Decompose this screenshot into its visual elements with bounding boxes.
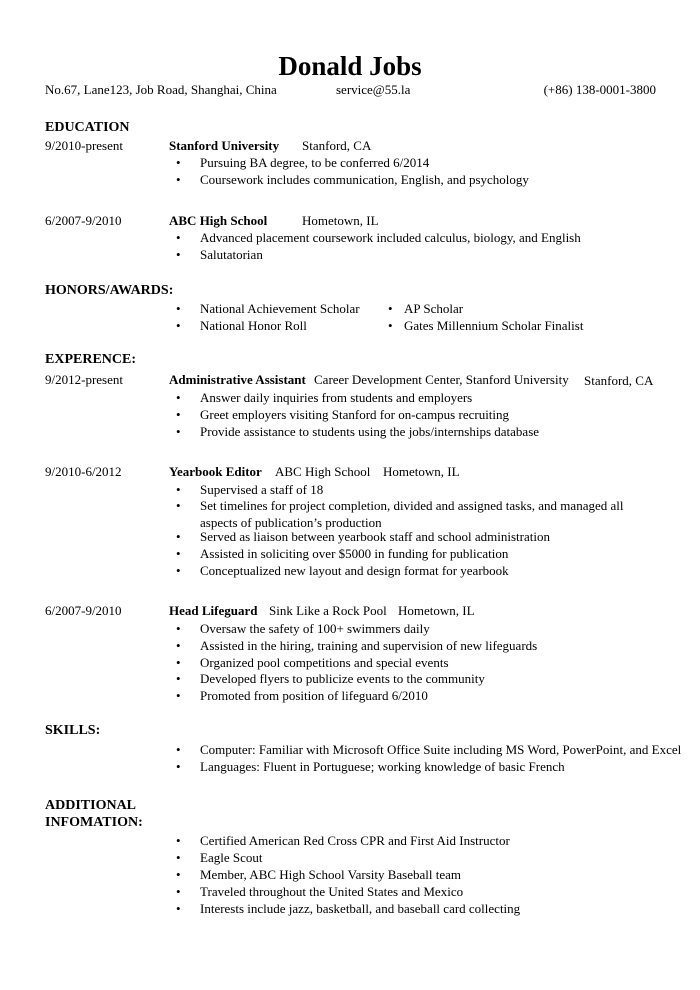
education-location: Stanford, CA — [302, 138, 372, 153]
bullet-icon: • — [176, 850, 181, 865]
bullet-icon: • — [176, 742, 181, 757]
education-date: 9/2010-present — [45, 138, 123, 153]
bullet-icon: • — [176, 884, 181, 899]
contact-address: No.67, Lane123, Job Road, Shanghai, China — [45, 82, 277, 97]
bullet-icon: • — [176, 301, 181, 316]
bullet-icon: • — [176, 529, 181, 544]
experience-title: Administrative Assistant — [169, 372, 306, 387]
contact-phone: (+86) 138-0001-3800 — [543, 82, 656, 97]
education-school: Stanford University — [169, 138, 280, 153]
experience-date: 9/2012-present — [45, 372, 123, 387]
education-date: 6/2007-9/2010 — [45, 213, 122, 228]
experience-org: Career Development Center, Stanford University — [314, 372, 569, 387]
additional-heading-line1: ADDITIONAL — [45, 798, 137, 813]
bullet-icon: • — [176, 759, 181, 774]
additional-heading-line2: INFOMATION: — [45, 815, 143, 830]
bullet-icon: • — [176, 638, 181, 653]
resume-name: Donald Jobs — [278, 51, 422, 81]
experience-date: 6/2007-9/2010 — [45, 603, 122, 618]
bullet-icon: • — [388, 318, 393, 333]
bullet-icon: • — [176, 563, 181, 578]
bullet-icon: • — [176, 318, 181, 333]
bullet-icon: • — [176, 833, 181, 848]
contact-email: service@55.la — [336, 82, 411, 97]
bullet-icon: • — [176, 230, 181, 245]
experience-org: Sink Like a Rock Pool — [269, 603, 387, 618]
education-school: ABC High School — [169, 213, 268, 228]
bullet-icon: • — [176, 482, 181, 497]
experience-title: Head Lifeguard — [169, 603, 258, 618]
honors-heading: HONORS/AWARDS: — [45, 283, 174, 298]
experience-title: Yearbook Editor — [169, 464, 262, 479]
education-location: Hometown, IL — [302, 213, 379, 228]
bullet-icon: • — [176, 498, 181, 513]
bullet-icon: • — [176, 655, 181, 670]
bullet-icon: • — [176, 390, 181, 405]
bullet-icon: • — [176, 247, 181, 262]
education-heading: EDUCATION — [45, 120, 130, 135]
skills-heading: SKILLS: — [45, 723, 101, 738]
experience-location: Hometown, IL — [398, 603, 475, 618]
bullet-icon: • — [176, 901, 181, 916]
experience-location: Hometown, IL — [383, 464, 460, 479]
experience-date: 9/2010-6/2012 — [45, 464, 122, 479]
bullet-icon: • — [176, 407, 181, 422]
experience-org: ABC High School — [275, 464, 371, 479]
bullet-icon: • — [176, 867, 181, 882]
bullet-icon: • — [176, 621, 181, 636]
experience-location: Stanford, CA — [584, 373, 654, 388]
experience-heading: EXPERENCE: — [45, 352, 137, 367]
bullet-icon: • — [176, 546, 181, 561]
bullet-icon: • — [176, 671, 181, 686]
bullet-icon: • — [176, 172, 181, 187]
bullet-icon: • — [176, 688, 181, 703]
bullet-icon: • — [176, 424, 181, 439]
bullet-icon: • — [388, 301, 393, 316]
bullet-icon: • — [176, 155, 181, 170]
